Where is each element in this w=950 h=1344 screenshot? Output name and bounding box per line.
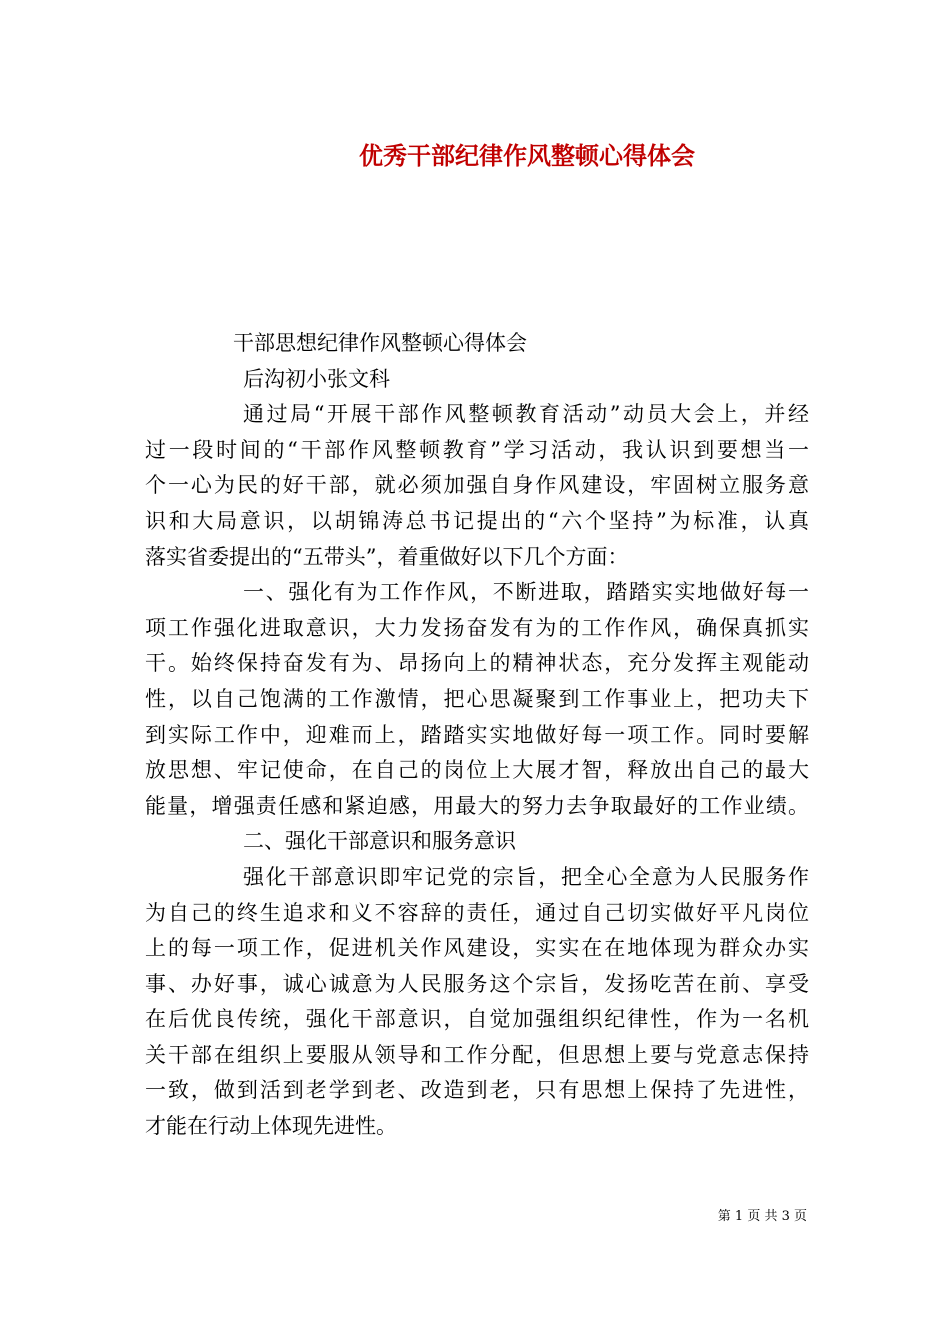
paragraph-line: 落实省委提出的“五带头”，着重做好以下几个方面： (145, 544, 629, 569)
paragraph-line: 放思想、牢记使命，在自己的岗位上大展才智，释放出自己的最大 (145, 758, 809, 783)
section-heading: 二、强化干部意识和服务意识 (243, 829, 516, 854)
paragraph-line: 通过局“开展干部作风整顿教育活动”动员大会上，并经 (243, 402, 809, 427)
paragraph-line: 强化干部意识即牢记党的宗旨，把全心全意为人民服务作 (243, 864, 809, 889)
paragraph-line: 上的每一项工作，促进机关作风建设，实实在在地体现为群众办实 (145, 936, 809, 961)
paragraph-line: 事、办好事，诚心诚意为人民服务这个宗旨，发扬吃苦在前、享受 (145, 971, 809, 996)
subtitle: 干部思想纪律作风整顿心得体会 (233, 331, 527, 355)
section-heading-line: 一、强化有为工作作风，不断进取，踏踏实实地做好每一 (243, 580, 809, 605)
paragraph-line: 过一段时间的“干部作风整顿教育”学习活动，我认识到要想当一 (145, 437, 809, 462)
paragraph-line: 干。始终保持奋发有为、昂扬向上的精神状态，充分发挥主观能动 (145, 651, 809, 676)
paragraph-line: 关干部在组织上要服从领导和工作分配，但思想上要与党意志保持 (145, 1042, 809, 1067)
paragraph-line: 识和大局意识，以胡锦涛总书记提出的“六个坚持”为标准，认真 (145, 508, 809, 533)
document-body (145, 326, 809, 1145)
paragraph-line: 性，以自己饱满的工作激情，把心思凝聚到工作事业上，把功夫下 (145, 686, 809, 711)
paragraph-line: 能量，增强责任感和紧迫感，用最大的努力去争取最好的工作业绩。 (145, 793, 809, 818)
paragraph-line: 才能在行动上体现先进性。 (145, 1114, 397, 1139)
paragraph-line: 为自己的终生追求和义不容辞的责任，通过自己切实做好平凡岗位 (145, 900, 809, 925)
paragraph-line: 到实际工作中，迎难而上，踏踏实实地做好每一项工作。同时要解 (145, 722, 809, 747)
document-title: 优秀干部纪律作风整顿心得体会 (359, 141, 695, 170)
paragraph-line: 项工作强化进取意识，大力发扬奋发有为的工作作风，确保真抓实 (145, 615, 809, 640)
paragraph-line: 一致，做到活到老学到老、改造到老，只有思想上保持了先进性， (145, 1078, 809, 1103)
paragraph-line: 在后优良传统，强化干部意识，自觉加强组织纪律性，作为一名机 (145, 1007, 809, 1032)
page-number: 第 1 页 共 3 页 (717, 1209, 807, 1224)
author-line: 后沟初小张文科 (243, 366, 390, 391)
paragraph-line: 个一心为民的好干部，就必须加强自身作风建设，牢固树立服务意 (145, 473, 809, 498)
